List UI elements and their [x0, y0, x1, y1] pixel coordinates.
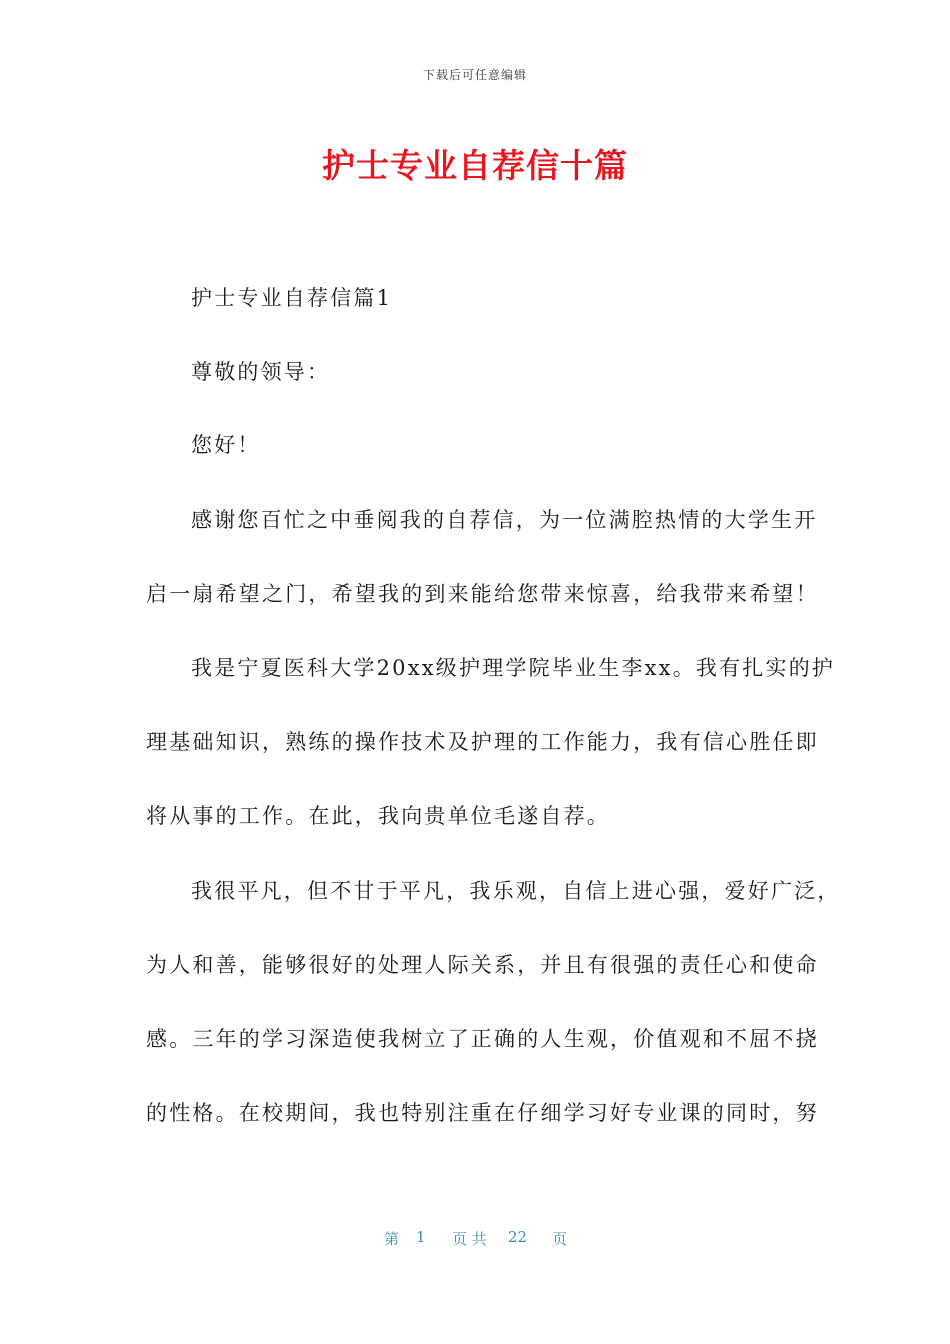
paragraph-line: 启一扇希望之门，希望我的到来能给您带来惊喜，给我带来希望！: [146, 582, 819, 606]
paragraph-line: 我是宁夏医科大学20xx级护理学院毕业生李xx。我有扎实的护: [191, 656, 836, 680]
footer-di: 第: [384, 1230, 400, 1248]
greeting: 您好！: [191, 433, 261, 457]
paragraph-line: 我很平凡，但不甘于平凡，我乐观，自信上进心强，爱好广泛，: [191, 879, 841, 903]
section-heading: 护士专业自荐信篇1: [191, 286, 393, 310]
current-page-number: 1: [416, 1228, 426, 1246]
footer-ye-gong: 页 共: [452, 1230, 487, 1248]
paragraph-line: 的性格。在校期间，我也特别注重在仔细学习好专业课的同时，努: [146, 1101, 819, 1125]
paragraph-line: 理基础知识，熟练的操作技术及护理的工作能力，我有信心胜任即: [146, 730, 819, 754]
paragraph-line: 感。三年的学习深造使我树立了正确的人生观，价值观和不屈不挠: [146, 1027, 819, 1051]
paragraph-line: 为人和善，能够很好的处理人际关系，并且有很强的责任心和使命: [146, 953, 819, 977]
document-title: 护士专业自荐信十篇: [322, 146, 628, 185]
salutation: 尊敬的领导：: [191, 360, 331, 384]
paragraph-line: 感谢您百忙之中垂阅我的自荐信，为一位满腔热情的大学生开: [191, 508, 818, 532]
footer-ye: 页: [552, 1230, 568, 1248]
header-note: 下载后可任意编辑: [422, 68, 527, 82]
paragraph-line: 将从事的工作。在此，我向贵单位毛遂自荐。: [146, 804, 610, 828]
page-footer: [0, 1228, 950, 1252]
total-pages: 22: [508, 1228, 528, 1246]
